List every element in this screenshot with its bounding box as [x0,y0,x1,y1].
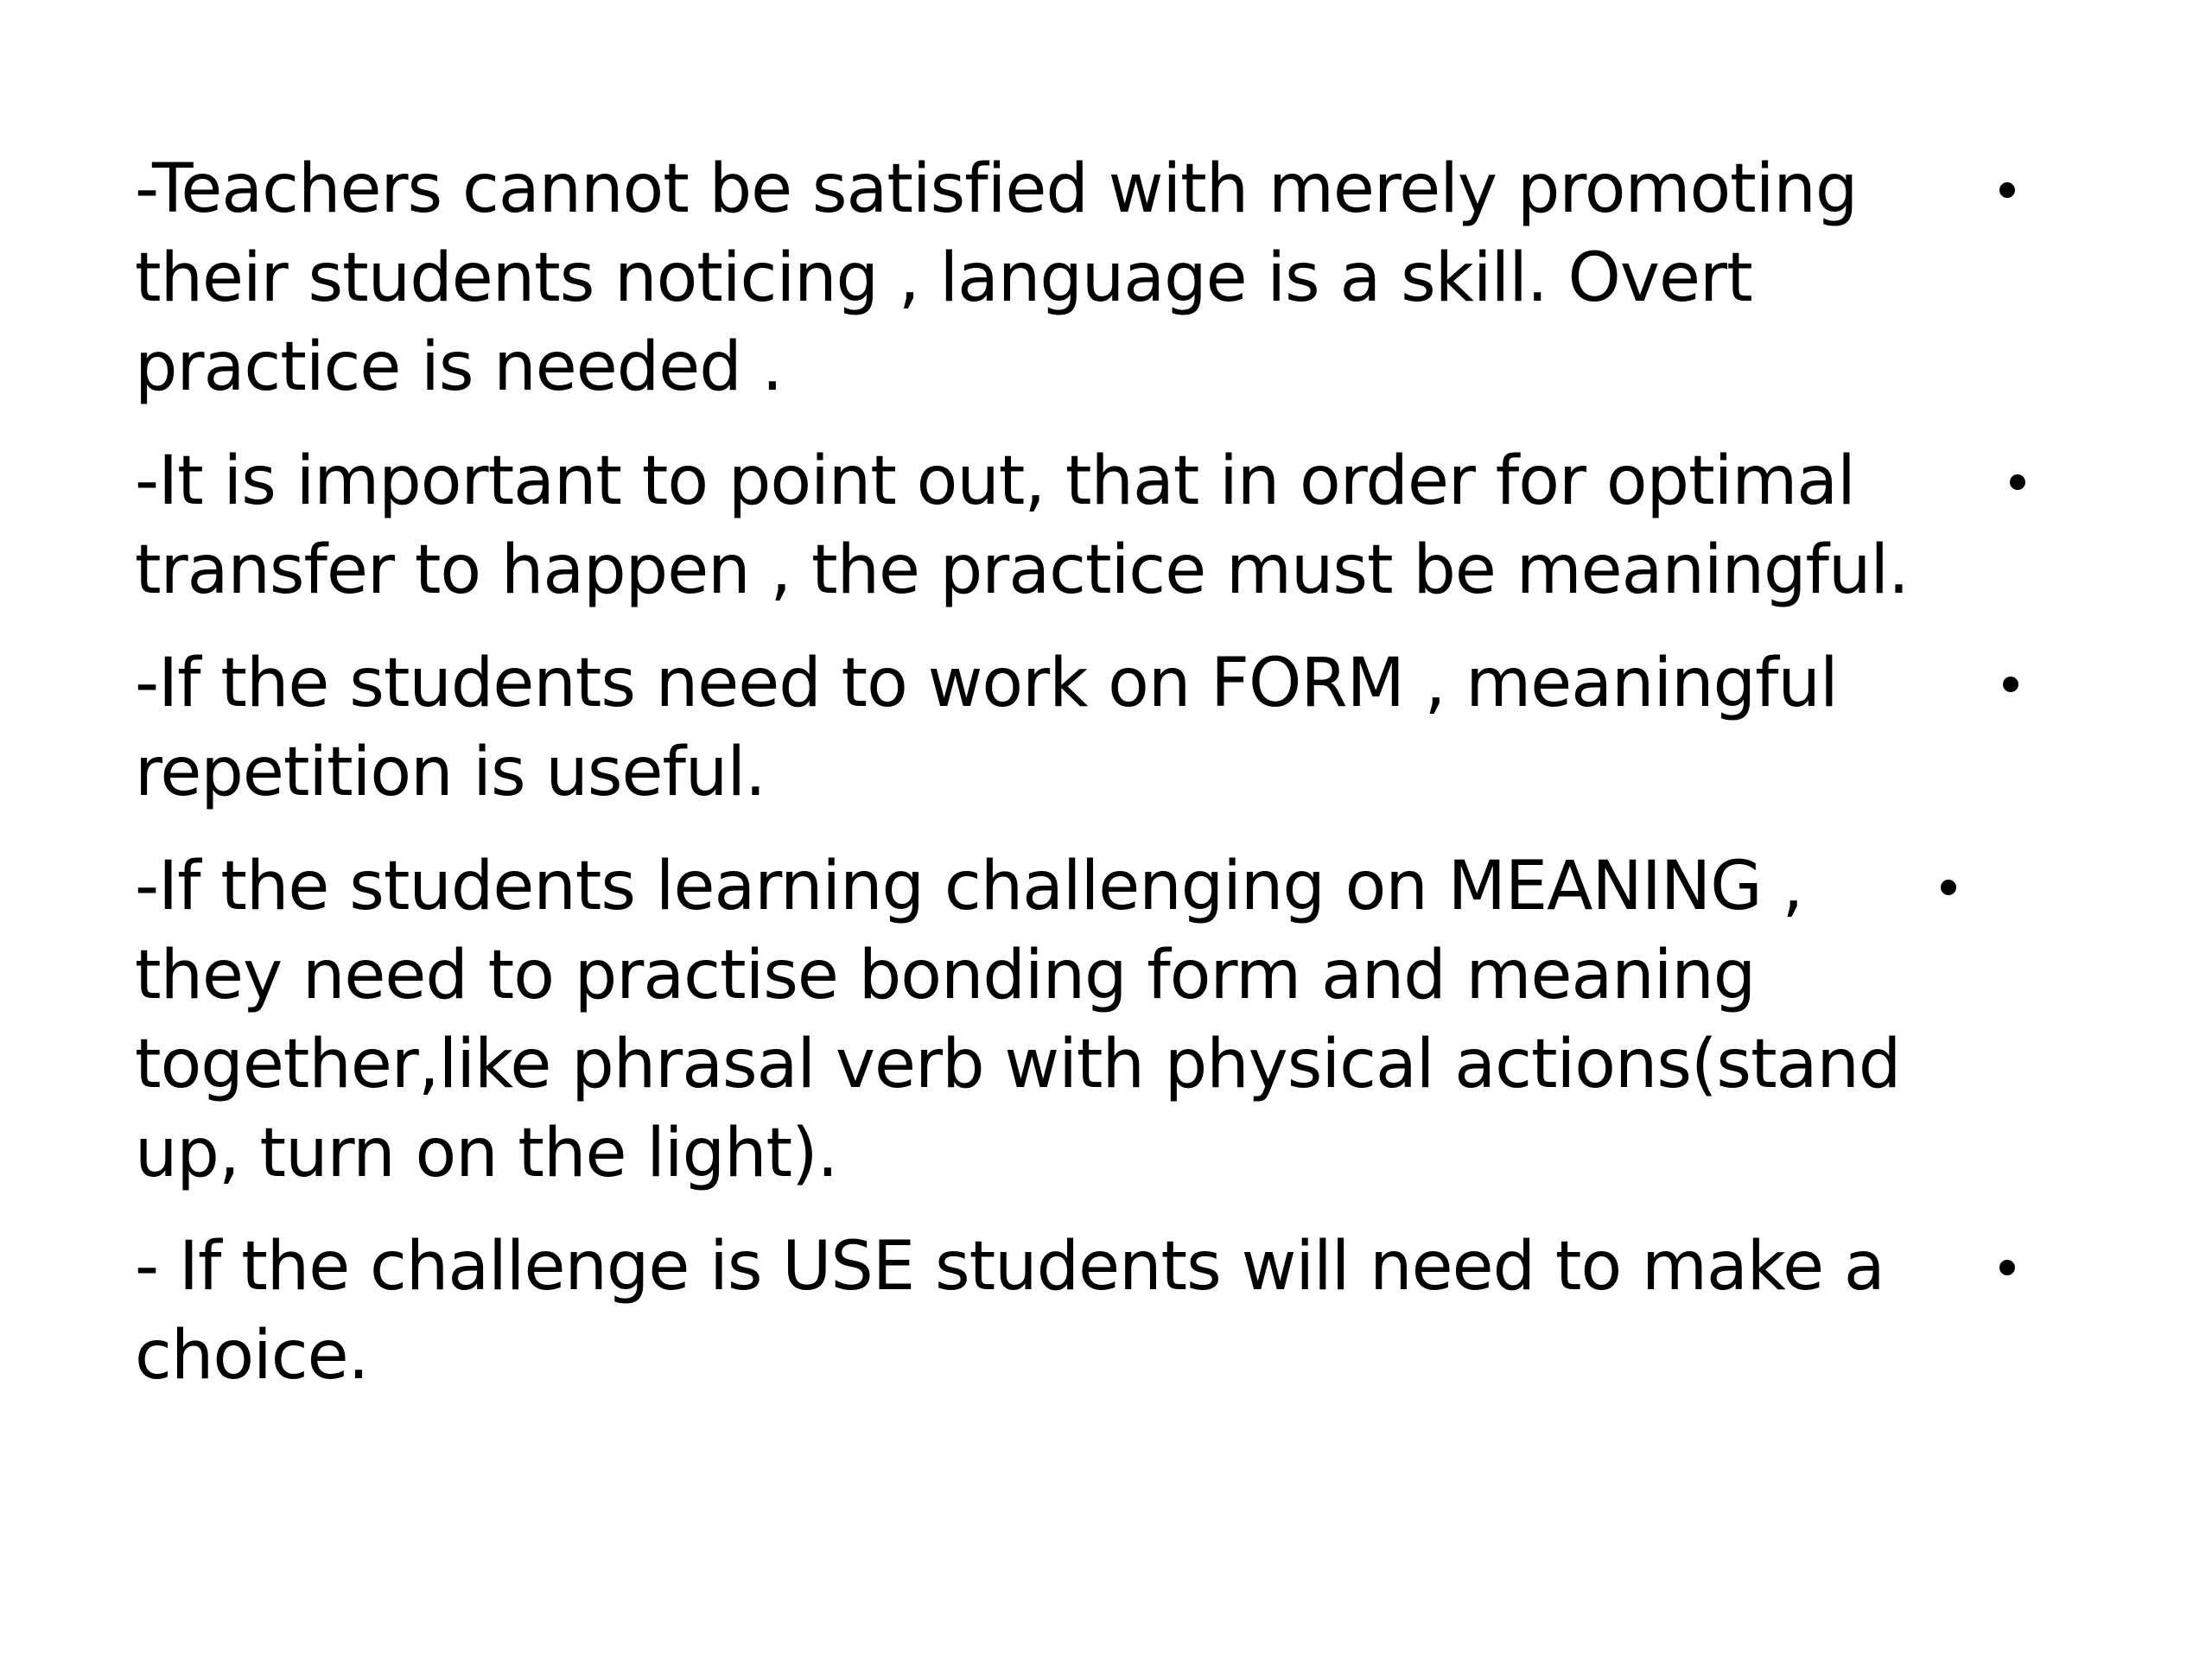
bullet-1-line-3: practice is needed . [135,328,783,406]
bullet-1-line-2: their students noticing , language is a skill. Overt [135,239,1752,317]
bullet-point-icon [1941,880,1956,895]
bullet-4-line-3: together,like phrasal verb with physical actions(stand [135,1026,1901,1103]
bullet-point-icon [2010,474,2025,490]
bullet-5-line-1: - If the challenge is USE students will need to make a [135,1228,1885,1306]
bullet-3-line-1: -If the students need to work on FORM , meaningful [135,645,1838,722]
bullet-4-line-4: up, turn on the light). [135,1115,838,1192]
bullet-2-line-1: -It is important to point out, that in order for optimal [135,442,1855,520]
bullet-3-line-2: repetition is useful. [135,734,766,811]
bullet-text-5 [135,1223,1958,1401]
bullet-text-4 [135,842,1958,1198]
bullet-text-1 [135,145,1958,412]
bullet-2-line-2: transfer to happen , the practice must be meaningful. [135,531,1909,609]
bullet-point-icon [2003,677,2018,692]
bullet-1-line-1: -Teachers cannot be satisfied with merely promoting [135,150,1858,228]
bullet-4-line-2: they need to practise bonding form and meaning [135,937,1756,1014]
bullet-4-line-1: -If the students learning challenging on MEANING , [135,848,1803,925]
bullet-text-3 [135,639,1958,817]
bullet-text-2 [135,437,1958,615]
bullet-5-line-2: choice. [135,1317,369,1395]
bullet-point-icon [1999,182,2015,198]
bullet-point-icon [1999,1260,2015,1275]
